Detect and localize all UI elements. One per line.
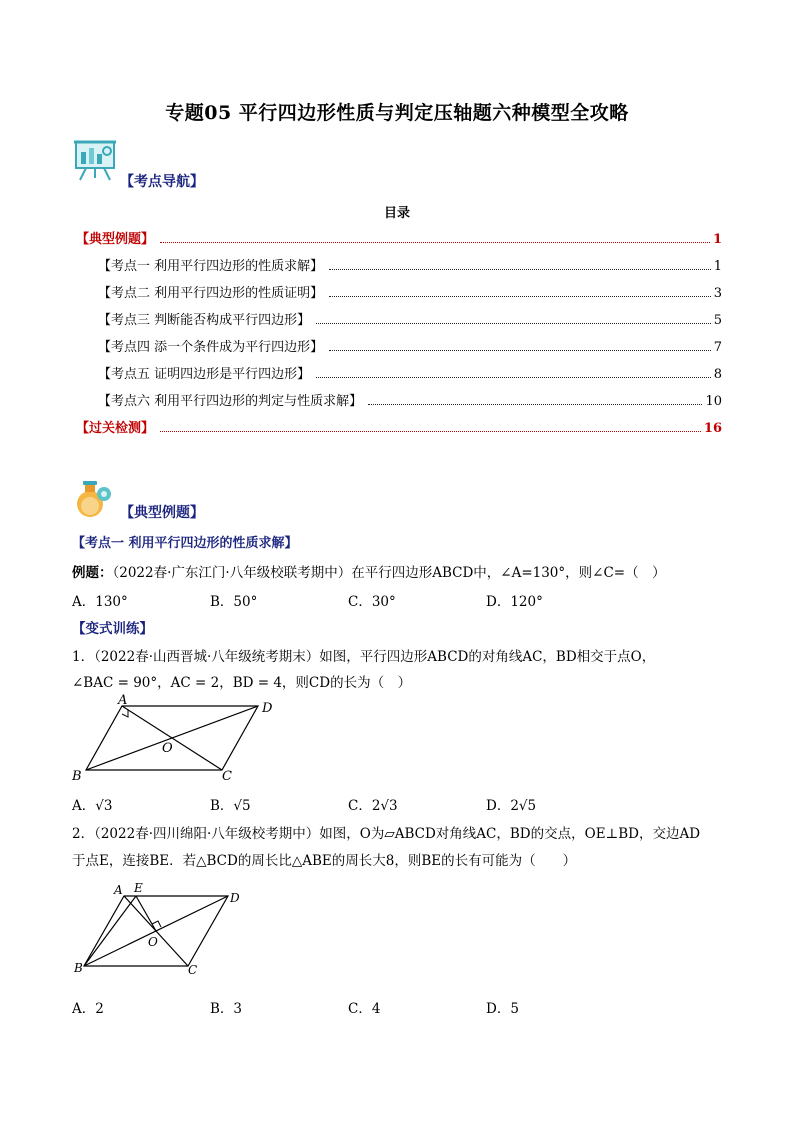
toc-item-page: 8 [713,367,722,382]
q1-option-d[interactable]: D．2√5 [486,798,537,814]
q2-option-a[interactable]: A．2 [72,1001,104,1017]
toc-item-page: 10 [705,394,722,409]
example-text: （2022春·广东江门·八年级校联考期中）在平行四边形ABCD中，∠A=130°，则∠C=（ ） [112,565,666,581]
point-e-label: E [134,881,143,895]
toc-item-page: 5 [713,313,722,328]
q2-parallelogram-figure [68,880,258,980]
toc-item-label: 【考点四 添一个条件成为平行四边形】 [98,340,324,355]
toc-item-page: 7 [713,340,722,355]
toc-leader-dots [160,431,701,432]
option-d[interactable]: D．120° [486,594,543,610]
point-d-label: D [262,701,273,716]
kaodian-heading: 【考点一 利用平行四边形的性质求解】 [72,536,298,551]
q2-line1: 2．（2022春·四川绵阳·八年级校考期中）如图，O为▱ABCD对角线AC，BD的交点，OE⊥BD，交边AD [72,826,701,842]
q1-line1: 1．（2022春·山西晋城·八年级统考期末）如图，平行四边形ABCD的对角线AC，BD相交于点O， [72,649,656,665]
toc-item-page: 16 [703,421,722,436]
toc-item-kaodian-3[interactable] [98,309,722,327]
option-c[interactable]: C．30° [348,594,396,610]
q1-option-a[interactable]: A．√3 [72,798,113,814]
toc-heading: 目录 [383,206,410,221]
point-o-label: O [148,935,158,949]
point-d-label: D [230,891,240,905]
toc-leader-dots [316,377,711,378]
toc-item-kaodian-1[interactable] [98,255,722,273]
toc-leader-dots [329,350,711,351]
page-title: 专题05 平行四边形性质与判定压轴题六种模型全攻略 [165,102,629,124]
toc-item-kaodian-5[interactable] [98,363,722,381]
presentation-board-icon [72,138,118,182]
toc-item-review-test[interactable] [76,417,722,435]
toc-leader-dots [329,269,711,270]
toc-item-label: 【典型例题】 [76,232,155,247]
option-b[interactable]: B．50° [210,594,258,610]
example-question [72,561,666,581]
toc-item-label: 【考点一 利用平行四边形的性质求解】 [98,259,324,274]
q2-line2: 于点E，连接BE．若△BCD的周长比△ABE的周长大8，则BE的长有可能为（ ） [72,853,577,869]
toc-item-label: 【考点五 证明四边形是平行四边形】 [98,367,311,382]
toc-item-page: 1 [713,259,722,274]
flask-icon [70,476,114,520]
toc-leader-dots [368,404,702,405]
toc-item-label: 【考点三 判断能否构成平行四边形】 [98,313,311,328]
toc-item-kaodian-6[interactable] [98,390,722,408]
toc-item-label: 【过关检测】 [76,421,155,436]
toc-item-kaodian-4[interactable] [98,336,722,354]
q1-option-c[interactable]: C．2√3 [348,798,398,814]
q1-line2: ∠BAC = 90°，AC = 2，BD = 4，则CD的长为（ ） [72,675,412,691]
point-c-label: C [222,769,232,784]
q2-option-b[interactable]: B．3 [210,1001,243,1017]
toc-leader-dots [160,242,710,243]
q1-option-b[interactable]: B．√5 [210,798,251,814]
point-b-label: B [74,961,83,975]
q2-option-c[interactable]: C．4 [348,1001,381,1017]
toc-leader-dots [316,323,711,324]
nav-heading: 【考点导航】 [120,174,204,190]
variant-heading: 【变式训练】 [72,621,153,637]
point-o-label: O [162,741,173,756]
toc-item-kaodian-2[interactable] [98,282,722,300]
point-c-label: C [188,963,198,977]
q2-option-d[interactable]: D．5 [486,1001,519,1017]
toc-item-label: 【考点二 利用平行四边形的性质证明】 [98,286,324,301]
toc-item-typical-examples[interactable] [76,228,722,246]
toc-item-page: 3 [713,286,722,301]
section-heading: 【典型例题】 [120,505,204,521]
point-a-label: A [114,883,123,897]
toc-item-page: 1 [712,232,722,247]
example-prefix: 例题： [72,565,113,581]
point-b-label: B [72,769,82,784]
toc-item-label: 【考点六 利用平行四边形的判定与性质求解】 [98,394,363,409]
point-a-label: A [118,694,128,708]
option-a[interactable]: A．130° [72,594,128,610]
toc-leader-dots [329,296,711,297]
q1-parallelogram-figure [66,694,286,786]
